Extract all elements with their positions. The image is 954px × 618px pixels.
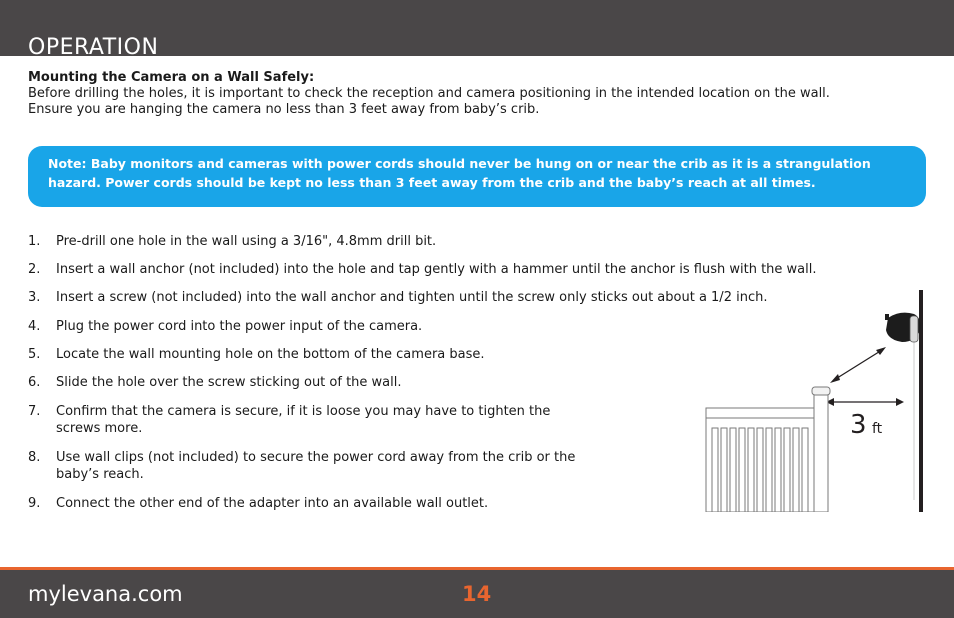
crib-illustration [706, 387, 830, 512]
safety-note-box [28, 146, 926, 207]
section-subheading: Mounting the Camera on a Wall Safely: [28, 70, 315, 85]
step-number: 8. [28, 450, 41, 465]
step-text: Connect the other end of the adapter into an available wall outlet. [56, 496, 489, 511]
intro-line: Ensure you are hanging the camera no less than 3 feet away from baby’s crib. [28, 102, 540, 117]
step-text: Pre-drill one hole in the wall using a 3/16", 4.8mm drill bit. [56, 234, 437, 249]
step-number: 6. [28, 375, 41, 390]
step-number: 9. [28, 496, 41, 511]
crib-distance-illustration [704, 290, 928, 512]
intro-line: Before drilling the holes, it is important to check the reception and camera positioning in the intended location on the wall. [28, 86, 830, 101]
step-text: screws more. [56, 421, 143, 436]
note-line: Note: Baby monitors and cameras with power cords should never be hung on or near the crib as it is a strangulation [48, 156, 871, 171]
intro-paragraph [28, 86, 943, 118]
step-number: 5. [28, 347, 41, 362]
horizontal-distance-arrow [826, 398, 904, 406]
step-text: Use wall clips (not included) to secure the power cord away from the crib or the [56, 450, 576, 465]
diagonal-distance-arrow [830, 347, 886, 383]
step-text: Locate the wall mounting hole on the bottom of the camera base. [56, 347, 485, 362]
step-text: Insert a screw (not included) into the wall anchor and tighten until the screw only sticks out about a 1/2 inch. [56, 290, 768, 305]
power-cord [913, 330, 915, 500]
step-text: Confirm that the camera is secure, if it is loose you may have to tighten the [56, 404, 551, 419]
step-number: 1. [28, 234, 41, 249]
step-text: Plug the power cord into the power input of the camera. [56, 319, 423, 334]
page-number: 14 [462, 582, 492, 606]
step-number: 7. [28, 404, 41, 419]
page-title: OPERATION [28, 35, 159, 60]
camera-icon [885, 313, 920, 342]
step-text: Slide the hole over the screw sticking out of the wall. [56, 375, 402, 390]
step-text: baby’s reach. [56, 467, 144, 482]
note-line: hazard. Power cords should be kept no less than 3 feet away from the crib and the baby’s reach at all times. [48, 175, 816, 190]
step-text: Insert a wall anchor (not included) into the hole and tap gently with a hammer until the anchor is flush with the wall. [56, 262, 817, 277]
footer-website: mylevana.com [28, 582, 183, 606]
distance-unit: ft [872, 421, 883, 437]
step-number: 2. [28, 262, 41, 277]
step-number: 3. [28, 290, 41, 305]
distance-number: 3 [850, 410, 867, 440]
step-number: 4. [28, 319, 41, 334]
